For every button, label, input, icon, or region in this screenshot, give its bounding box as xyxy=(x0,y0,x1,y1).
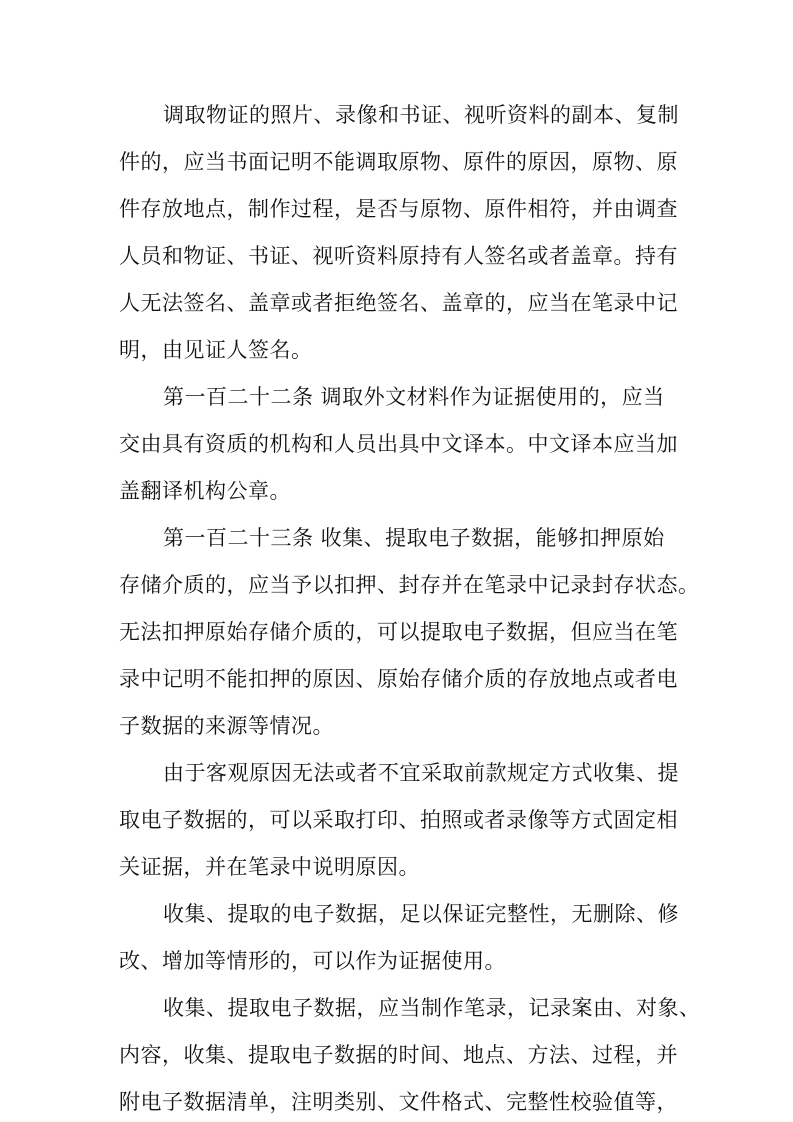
paragraph-6-line-3: 附电子数据清单，注明类别、文件格式、完整性校验值等， xyxy=(119,1090,678,1114)
article-122-line-3: 盖翻译机构公章。 xyxy=(119,479,291,503)
paragraph-1-line-2: 件的，应当书面记明不能调取原物、原件的原因，原物、原 xyxy=(119,150,678,174)
article-123-line-4: 录中记明不能扣押的原因、原始存储介质的存放地点或者电 xyxy=(119,667,678,691)
article-122-line-2: 交由具有资质的机构和人员出具中文译本。中文译本应当加 xyxy=(119,432,678,456)
paragraph-1-line-4: 人员和物证、书证、视听资料原持有人签名或者盖章。持有 xyxy=(119,244,678,268)
paragraph-4-line-1: 由于客观原因无法或者不宜采取前款规定方式收集、提 xyxy=(163,761,679,785)
article-123-line-5: 子数据的来源等情况。 xyxy=(119,714,334,738)
paragraph-1-line-5: 人无法签名、盖章或者拒绝签名、盖章的，应当在笔录中记 xyxy=(119,291,678,315)
paragraph-6-line-2: 内容，收集、提取电子数据的时间、地点、方法、过程，并 xyxy=(119,1043,678,1067)
article-123-line-1: 第一百二十三条 收集、提取电子数据，能够扣押原始 xyxy=(163,526,665,550)
article-123-line-2: 存储介质的，应当予以扣押、封存并在笔录中记录封存状态。 xyxy=(119,573,700,597)
paragraph-4-line-3: 关证据，并在笔录中说明原因。 xyxy=(119,855,420,879)
paragraph-5-line-2: 改、增加等情形的，可以作为证据使用。 xyxy=(119,949,506,973)
article-123-line-3: 无法扣押原始存储介质的，可以提取电子数据，但应当在笔 xyxy=(119,620,678,644)
paragraph-1-line-6: 明，由见证人签名。 xyxy=(119,338,313,362)
paragraph-4-line-2: 取电子数据的，可以采取打印、拍照或者录像等方式固定相 xyxy=(119,808,678,832)
article-122-line-1: 第一百二十二条 调取外文材料作为证据使用的，应当 xyxy=(163,385,665,409)
paragraph-6-line-1: 收集、提取电子数据，应当制作笔录，记录案由、对象、 xyxy=(163,996,701,1020)
paragraph-1-line-3: 件存放地点，制作过程，是否与原物、原件相符，并由调查 xyxy=(119,197,678,221)
paragraph-1-line-1: 调取物证的照片、录像和书证、视听资料的副本、复制 xyxy=(163,103,679,127)
paragraph-5-line-1: 收集、提取的电子数据，足以保证完整性，无删除、修 xyxy=(163,902,679,926)
